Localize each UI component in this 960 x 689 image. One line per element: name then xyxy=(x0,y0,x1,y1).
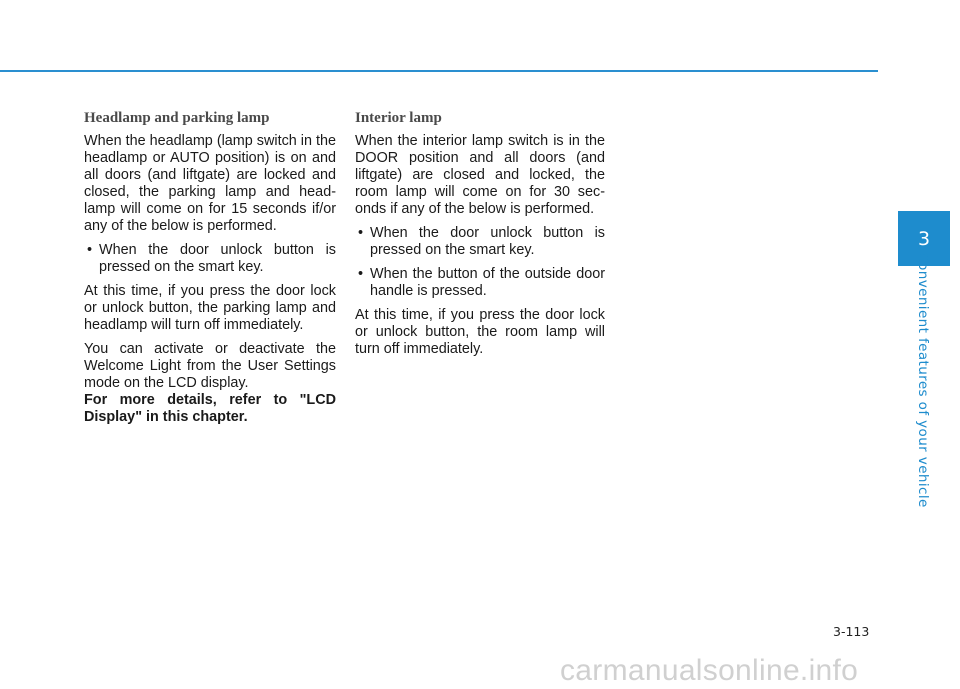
list-item-text: When the button of the outside door handle is pressed. xyxy=(370,266,605,299)
bullet-icon: • xyxy=(87,242,93,258)
bullet-icon: • xyxy=(358,266,364,282)
list-item xyxy=(84,242,336,276)
paragraph: When the interior lamp switch is in the DOOR position and all doors (and liftgate) are closed and locked, the room lamp will come on for 30 sec-onds if any of the below is performed. xyxy=(355,133,605,217)
paragraph: When the headlamp (lamp switch in the headlamp or AUTO position) is on and all doors (and liftgate) are locked and closed, the parking lamp and head-lamp will come on for 15 seconds if/or any of the below is performed. xyxy=(84,133,336,234)
paragraph: At this time, if you press the door lock or unlock button, the parking lamp and headlamp will turn off immediately. xyxy=(84,283,336,333)
header-rule xyxy=(0,70,878,72)
chapter-title: Convenient features of your vehicle xyxy=(915,252,931,508)
right-column xyxy=(355,110,605,365)
list-item-text: When the door unlock button is pressed on the smart key. xyxy=(99,242,336,275)
watermark: carmanualsonline.info xyxy=(560,654,859,687)
section-heading-headlamp: Headlamp and parking lamp xyxy=(84,110,270,126)
paragraph: At this time, if you press the door lock or unlock button, the room lamp will turn off immediately. xyxy=(355,307,605,357)
list-item xyxy=(355,225,605,259)
bullet-icon: • xyxy=(358,225,364,241)
left-column xyxy=(84,110,336,433)
chapter-tab: 3 xyxy=(898,211,950,266)
section-heading-interior: Interior lamp xyxy=(355,110,442,126)
reference-note: For more details, refer to "LCD Display" in this chapter. xyxy=(84,392,336,425)
list-item xyxy=(355,266,605,300)
paragraph: You can activate or deactivate the Welcome Light from the User Settings mode on the LCD display. xyxy=(84,341,336,391)
page-number: 3-113 xyxy=(833,624,870,639)
list-item-text: When the door unlock button is pressed on the smart key. xyxy=(370,225,605,258)
